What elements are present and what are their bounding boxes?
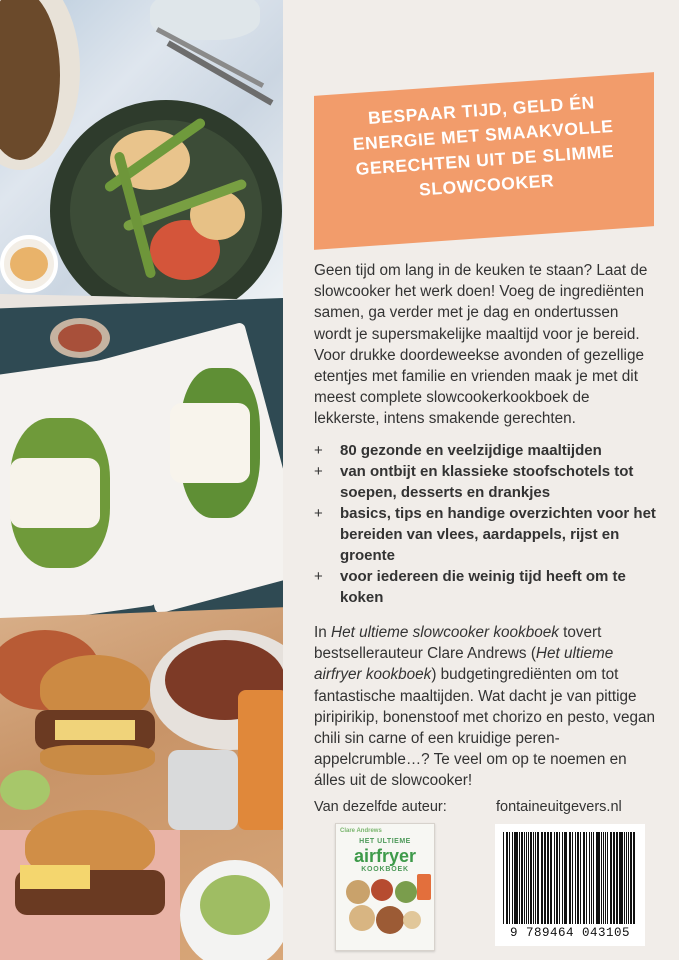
barcode-bar (526, 832, 527, 924)
barcode-bar (530, 832, 532, 924)
barcode-bar (634, 832, 635, 924)
barcode-bar (556, 832, 558, 924)
barcode-bar (628, 832, 629, 924)
barcode-bar (633, 832, 634, 924)
other-book-title: Het ultieme airfryer kookboek (314, 645, 614, 684)
barcode-bar (535, 832, 536, 924)
barcode-bar (605, 832, 607, 924)
barcode-bar (584, 832, 585, 924)
publisher-website: fontaineuitgevers.nl (496, 799, 622, 815)
barcode-bar (564, 832, 565, 924)
barcode-bar (514, 832, 515, 924)
barcode-bar (509, 832, 511, 924)
plus-bullet: + (314, 568, 323, 585)
barcode-bar (577, 832, 579, 924)
intro-paragraph: Geen tijd om lang in de keuken te staan? Laat de slowcooker het werk doen! Voeg de ingrediënten samen, ga verder met je dag en ondertussen wordt je supersmakelijke maaltijd voor je bereid. Voor drukke doordeweekse avonden of gezellige etentjes met familie en vrienden maak je met dit meest complete slowcookerkookboek de lekkerste, intens smakende gerechten. (314, 262, 648, 428)
description-paragraph: In Het ultieme slowcooker kookboek tovert bestsellerauteur Clare Andrews (Het ultieme airfryer kookboek) budgetingrediënten om tot fantastische maaltijden. Wat dacht je van pittige piripirikip, bonenstoof met chorizo en pesto, vegan chili sin carne of een kruidige peren-appelcrumble…? Te veel om op te noemen en álles uit de slowcooker! (314, 624, 655, 790)
barcode-bar (586, 832, 588, 924)
barcode-bar (528, 832, 530, 924)
photo-burgers (0, 600, 283, 960)
barcode-bar (580, 832, 581, 924)
barcode-bar (607, 832, 608, 924)
barcode-bar (519, 832, 520, 924)
barcode-bar (619, 832, 620, 924)
barcode-bar (551, 832, 552, 924)
barcode-bar (547, 832, 549, 924)
barcode-bar (575, 832, 577, 924)
thumbnail-line1: HET ULTIEME (359, 838, 411, 845)
cover-photo-collage (0, 0, 283, 960)
thumbnail-line2: KOOKBOEK (361, 866, 409, 873)
barcode-bar (596, 832, 597, 924)
barcode-bar (565, 832, 567, 924)
isbn-barcode (495, 824, 645, 946)
barcode-bar (611, 832, 612, 924)
barcode-bar (550, 832, 551, 924)
barcode-bar (601, 832, 602, 924)
list-item: + 80 gezonde en veelzijdige maaltijden (314, 442, 602, 459)
barcode-bar (593, 832, 594, 924)
feature-list (314, 440, 659, 608)
list-item: + van ontbijt en klassieke stoofschotels tot soepen, desserts en drankjes (314, 463, 634, 501)
same-author-label: Van dezelfde auteur: (314, 799, 447, 815)
barcode-bar (570, 832, 571, 924)
book-title: Het ultieme slowcooker kookboek (331, 624, 559, 641)
plus-bullet: + (314, 442, 323, 459)
plus-bullet: + (314, 463, 323, 480)
barcode-bar (512, 832, 513, 924)
barcode-bar (591, 832, 593, 924)
thumbnail-food-photos (342, 878, 422, 938)
barcode-bar (630, 832, 632, 924)
barcode-bar (541, 832, 542, 924)
back-cover-text-column (283, 0, 679, 960)
photo-fish-parcels (0, 298, 283, 643)
photo-asparagus-beans-dish (0, 0, 283, 300)
barcode-bar (533, 832, 534, 924)
barcode-bar (506, 832, 507, 924)
barcode-bar (559, 832, 561, 924)
barcode-bar (554, 832, 555, 924)
thumbnail-author: Clare Andrews (340, 828, 382, 834)
list-item: + voor iedereen die weinig tijd heeft om te koken (314, 568, 626, 606)
barcode-bar (620, 832, 622, 924)
barcode-bar (589, 832, 590, 924)
barcode-bar (624, 832, 625, 924)
barcode-bar (616, 832, 618, 924)
barcode-bar (569, 832, 570, 924)
barcode-bar (613, 832, 615, 924)
barcode-bar (524, 832, 525, 924)
barcode-bar (603, 832, 604, 924)
barcode-bar (515, 832, 517, 924)
barcode-bar (542, 832, 543, 924)
barcode-bars (503, 832, 637, 924)
thumbnail-title: airfryer (353, 846, 417, 866)
barcode-bar (507, 832, 508, 924)
isbn-number: 9 789464 043105 (509, 926, 631, 940)
barcode-bar (521, 832, 523, 924)
barcode-bar (626, 832, 627, 924)
tagline-text: BESPAAR TIJD, GELD ÉN ENERGIE MET SMAAKVOLLE GERECHTEN UIT DE SLIMME SLOWCOOKER (352, 92, 615, 200)
barcode-bar (503, 832, 504, 924)
airfryer-book-thumbnail (335, 823, 435, 951)
barcode-bar (583, 832, 584, 924)
barcode-bar (544, 832, 546, 924)
list-item: + basics, tips en handige overzichten voor het bereiden van vlees, aardappels, rijst en groente (314, 505, 656, 564)
barcode-bar (610, 832, 611, 924)
barcode-bar (572, 832, 573, 924)
barcode-bar (537, 832, 539, 924)
plus-bullet: + (314, 505, 323, 522)
barcode-bar (597, 832, 599, 924)
barcode-bar (562, 832, 563, 924)
